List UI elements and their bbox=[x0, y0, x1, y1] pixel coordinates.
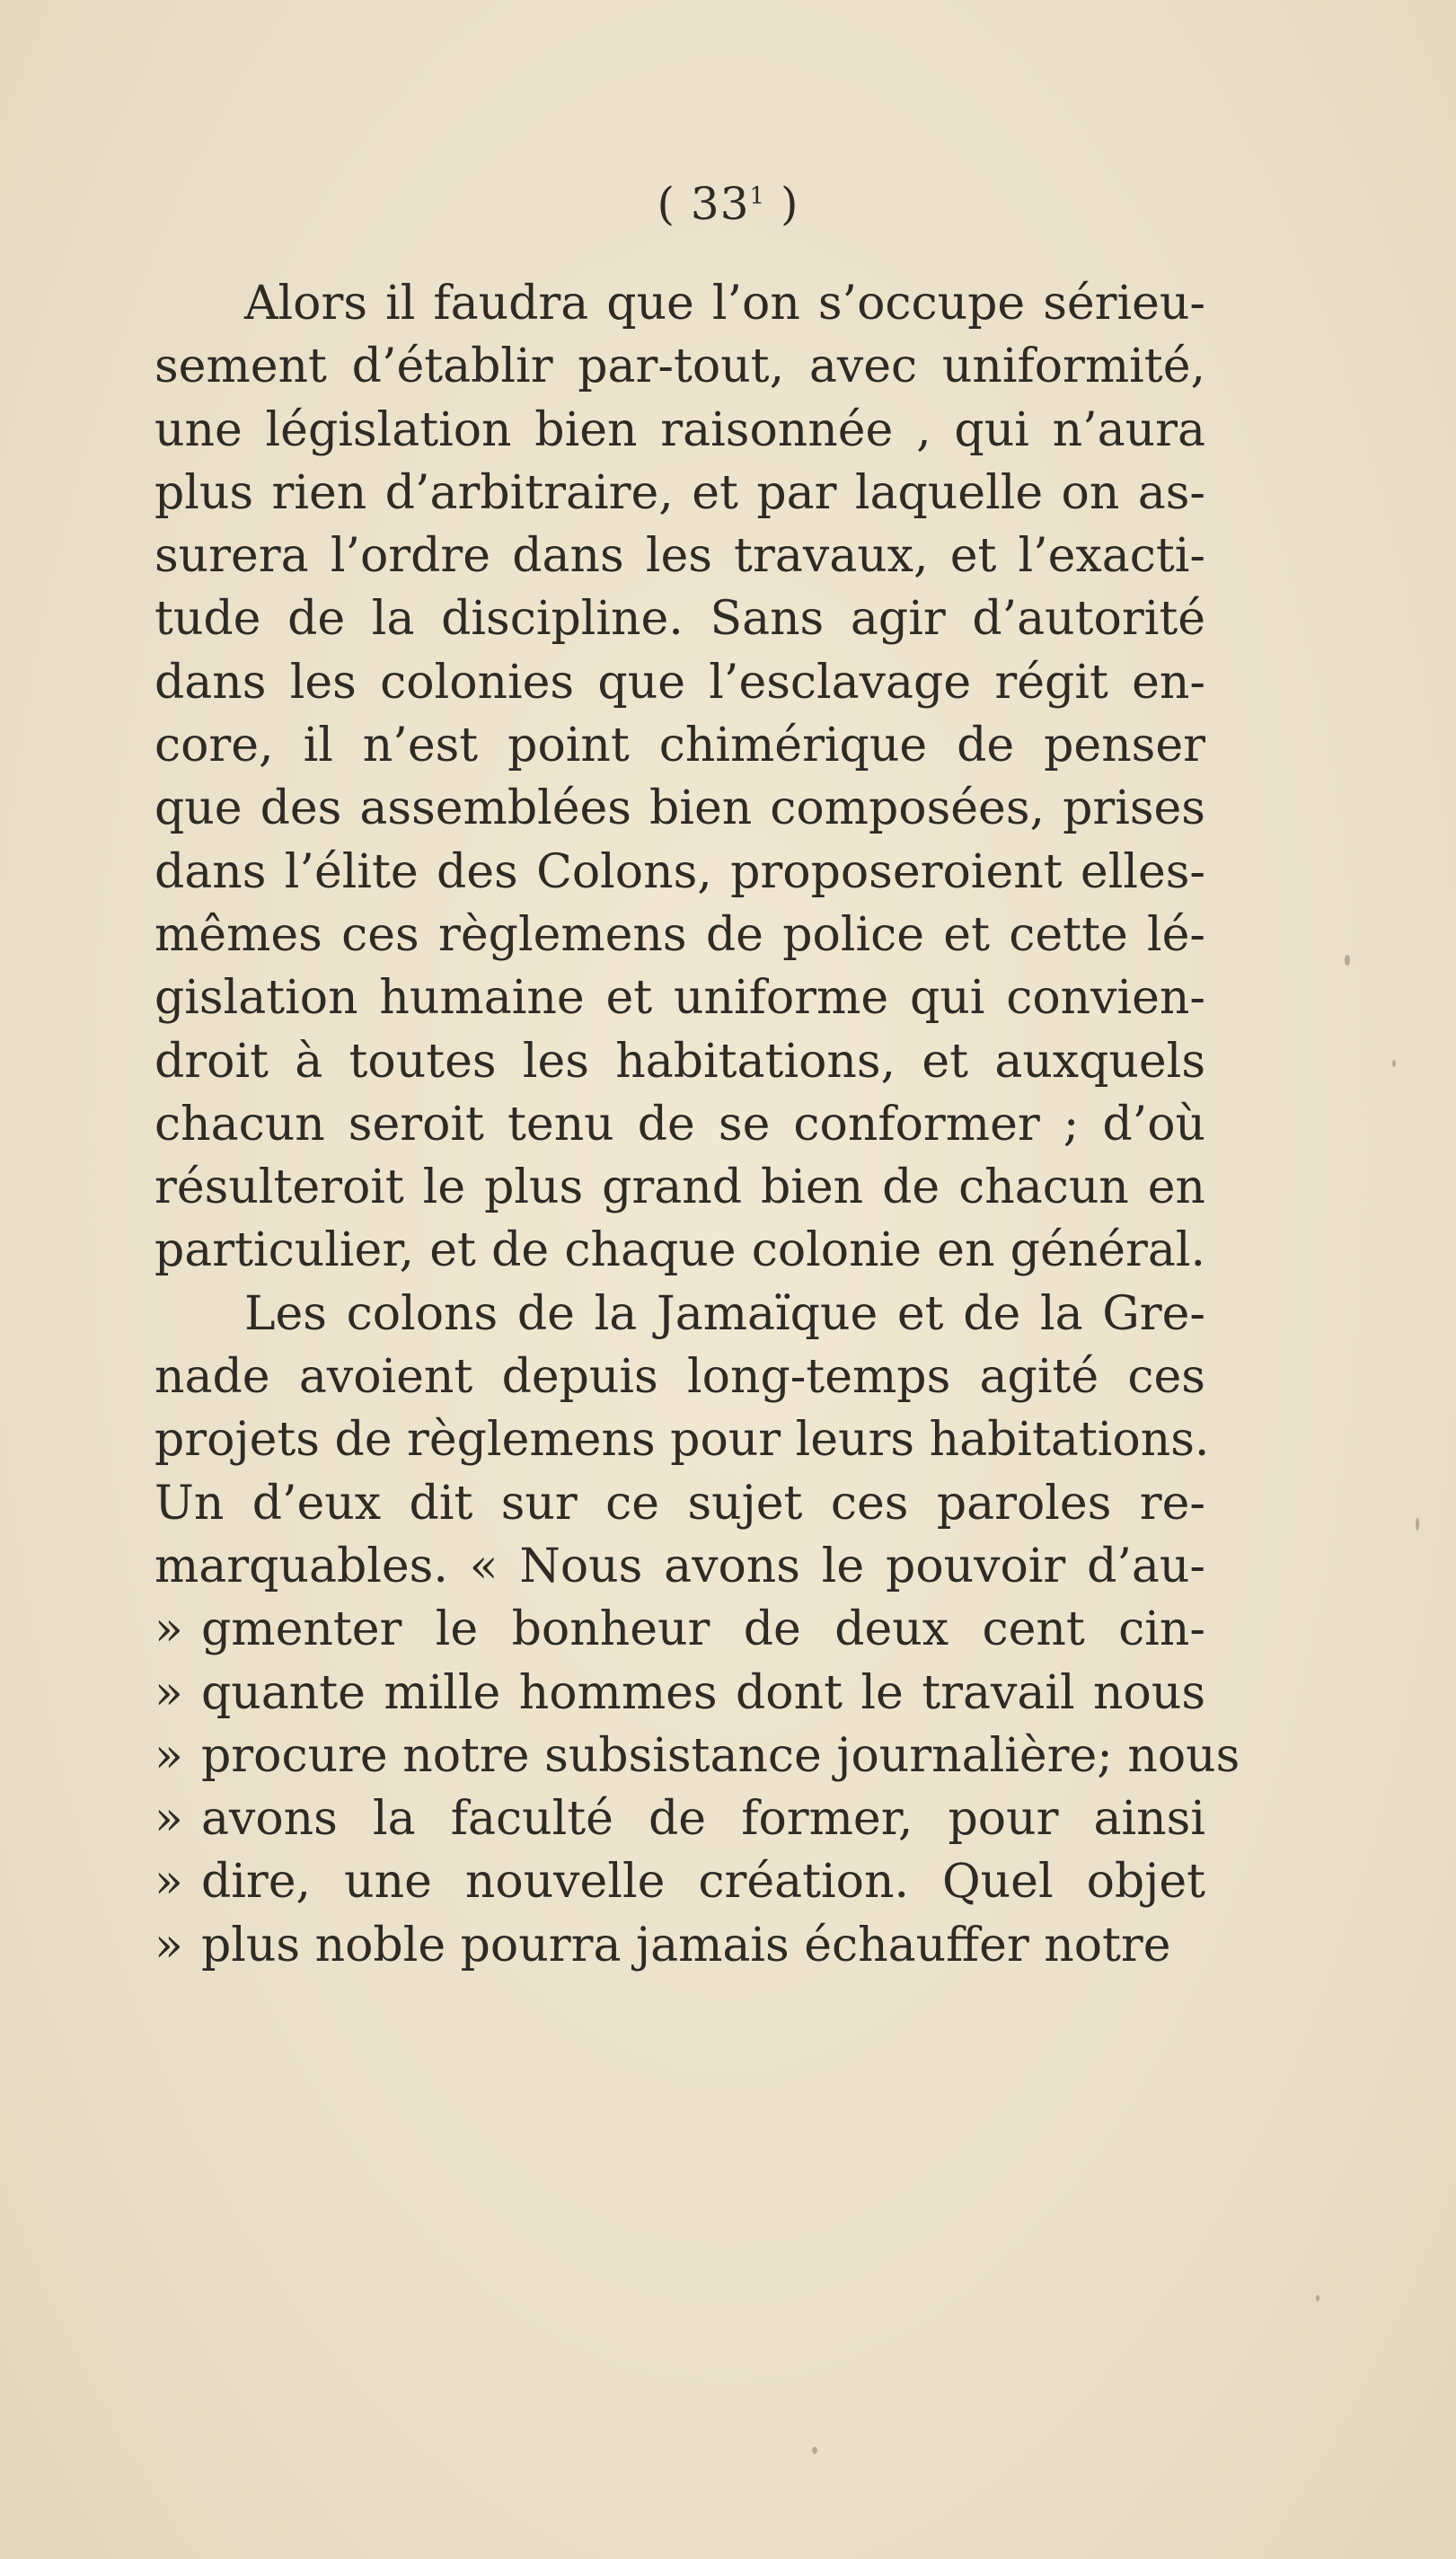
text-line bbox=[154, 1093, 1205, 1156]
text-line bbox=[154, 904, 1205, 966]
page-number-prefix: ( 33 bbox=[657, 178, 750, 230]
text-line-content: Alors il faudra que l’on s’occupe sérieu- bbox=[244, 277, 1205, 331]
text-line-content: marquables. « Nous avons le pouvoir d’au- bbox=[154, 1539, 1205, 1593]
text-line-content: plus rien d’arbitraire, et par laquelle on as- bbox=[154, 465, 1205, 520]
text-line bbox=[154, 1346, 1205, 1408]
quote-mark: » bbox=[154, 1792, 183, 1847]
text-line-content: nade avoient depuis long-temps agité ces bbox=[154, 1350, 1205, 1405]
text-line bbox=[154, 651, 1205, 714]
quote-mark: » bbox=[154, 1602, 183, 1657]
text-line bbox=[154, 1850, 1205, 1913]
text-line bbox=[154, 335, 1205, 398]
text-line-content: avons la faculté de former, pour ainsi bbox=[201, 1792, 1205, 1847]
quote-mark: » bbox=[154, 1855, 183, 1910]
text-line bbox=[154, 462, 1205, 525]
quote-mark: » bbox=[154, 1665, 183, 1720]
text-line-content: dans les colonies que l’esclavage régit en- bbox=[154, 655, 1205, 710]
text-line bbox=[154, 1472, 1205, 1535]
text-line bbox=[154, 1030, 1205, 1093]
text-line bbox=[154, 1219, 1205, 1282]
text-line bbox=[154, 714, 1205, 777]
text-line bbox=[154, 1535, 1205, 1598]
page-number-suffix: ) bbox=[765, 178, 799, 230]
page-number bbox=[0, 178, 1456, 230]
paper-speck bbox=[1392, 1060, 1396, 1067]
text-line bbox=[154, 525, 1205, 587]
paper-speck bbox=[1316, 2295, 1319, 2301]
text-line-content: résulteroit le plus grand bien de chacun en bbox=[154, 1160, 1205, 1215]
text-line bbox=[154, 1914, 1205, 1977]
text-line-content: gmenter le bonheur de deux cent cin- bbox=[201, 1602, 1205, 1657]
text-line bbox=[154, 841, 1205, 904]
quote-mark: » bbox=[154, 1918, 183, 1972]
text-line bbox=[154, 272, 1205, 335]
text-line bbox=[154, 777, 1205, 840]
text-line-content: mêmes ces règlemens de police et cette lé- bbox=[154, 907, 1205, 962]
text-line bbox=[154, 1662, 1205, 1725]
text-line-content: plus noble pourra jamais échauffer notre bbox=[201, 1918, 1171, 1972]
quote-mark: » bbox=[154, 1728, 183, 1783]
text-line-content: quante mille hommes dont le travail nous bbox=[201, 1665, 1205, 1720]
text-line-content: projets de règlemens pour leurs habitations. bbox=[154, 1413, 1210, 1468]
text-line-content: dire, une nouvelle création. Quel objet bbox=[201, 1855, 1205, 1910]
text-line-content: gislation humaine et uniforme qui convien- bbox=[154, 971, 1205, 1026]
text-line bbox=[154, 587, 1205, 650]
text-line-content: procure notre subsistance journalière; nous bbox=[201, 1728, 1240, 1783]
text-line-content: que des assemblées bien composées, prises bbox=[154, 781, 1205, 836]
text-line-content: core, il n’est point chimérique de penser bbox=[154, 719, 1205, 773]
text-line bbox=[154, 1598, 1205, 1661]
text-line-content: Les colons de la Jamaïque et de la Gre- bbox=[244, 1286, 1205, 1341]
text-line bbox=[154, 1408, 1210, 1471]
text-line-content: droit à toutes les habitations, et auxquels bbox=[154, 1034, 1205, 1089]
paper-speck bbox=[812, 2447, 817, 2454]
text-line bbox=[154, 966, 1205, 1029]
text-line-content: surera l’ordre dans les travaux, et l’exacti- bbox=[154, 529, 1205, 584]
text-line-content: dans l’élite des Colons, proposeroient elles- bbox=[154, 844, 1205, 899]
text-line-content: tude de la discipline. Sans agir d’autorité bbox=[154, 592, 1205, 647]
text-line-content: sement d’établir par-tout, avec uniformité, bbox=[154, 340, 1205, 394]
text-line-content: Un d’eux dit sur ce sujet ces paroles re- bbox=[154, 1476, 1205, 1531]
text-line-content: particulier, et de chaque colonie en général. bbox=[154, 1223, 1205, 1278]
paper-speck bbox=[1345, 955, 1350, 966]
text-line bbox=[154, 1283, 1205, 1346]
text-line bbox=[154, 1156, 1205, 1219]
body-text bbox=[154, 272, 1240, 1977]
paper-speck bbox=[1416, 1518, 1419, 1531]
text-line-content: chacun seroit tenu de se conformer ; d’où bbox=[154, 1097, 1205, 1152]
text-line bbox=[154, 1725, 1240, 1787]
page-number-superscript: 1 bbox=[749, 182, 766, 210]
text-line bbox=[154, 1787, 1205, 1850]
text-line-content: une législation bien raisonnée , qui n’aura bbox=[154, 402, 1205, 457]
text-line bbox=[154, 399, 1205, 462]
